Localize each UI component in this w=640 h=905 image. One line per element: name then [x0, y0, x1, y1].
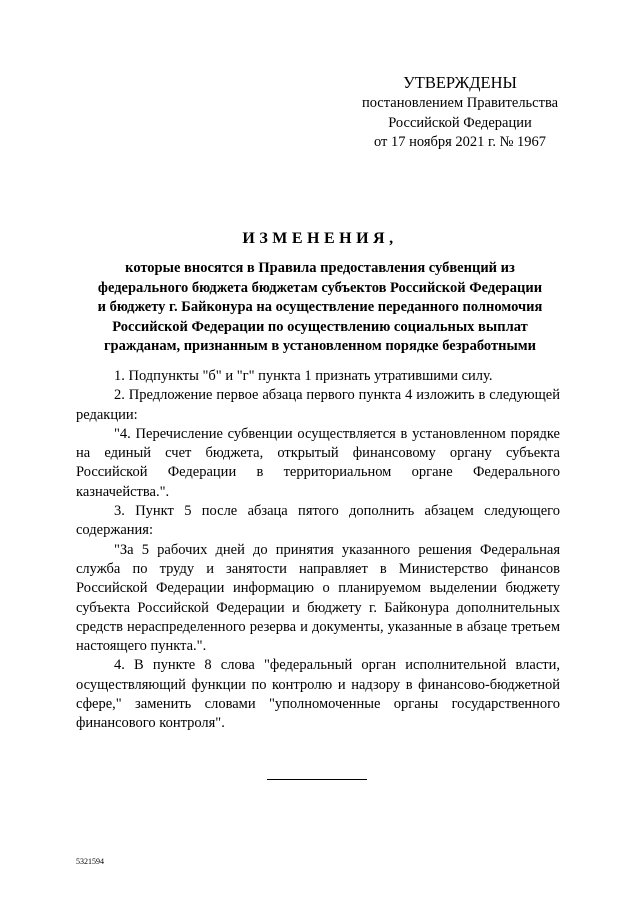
subtitle-line-1: которые вносятся в Правила предоставления субвенций из — [125, 260, 515, 276]
document-subtitle — [60, 259, 580, 357]
paragraph-5: "За 5 рабочих дней до принятия указанного решения Федеральная служба по труду и занятости направляет в Министерство финансов Российской Федерации информацию о планируемом выделении бюджету субъекта Российской Федерации и бюджету г. Байконура дополнительных средств нераспределенного резерва и документы, указанные в абзаце третьем настоящего пункта.". — [76, 541, 560, 655]
subtitle-line-3: и бюджету г. Байконура на осуществление переданного полномочия — [97, 299, 543, 315]
paragraph-6: 4. В пункте 8 слова "федеральный орган исполнительной власти, осуществляющий функции по контролю и надзору в финансово-бюджетной сфере," заменить словами "уполномоченные органы государственного финансового контроля". — [76, 657, 560, 732]
approval-heading: УТВЕРЖДЕНЫ — [403, 73, 517, 92]
document-body — [76, 367, 560, 734]
document-title: ИЗМЕНЕНИЯ, — [242, 230, 398, 247]
approval-line-2: Российской Федерации — [388, 114, 532, 131]
approval-block — [340, 72, 580, 153]
approval-line-1: постановлением Правительства — [361, 95, 559, 111]
document-code: 5321594 — [76, 857, 104, 866]
paragraph-4: 3. Пункт 5 после абзаца пятого дополнить абзацем следующего содержания: — [76, 503, 560, 539]
paragraph-3: "4. Перечисление субвенции осуществляется в установленном порядке на единый счет бюджета, открытый финансовому органу субъекта Российской Федерации в территориальном органе Федерального казначейства.". — [76, 425, 560, 500]
subtitle-line-5: гражданам, признанным в установленном порядке безработными — [103, 338, 537, 354]
approval-line-3: от 17 ноября 2021 г. № 1967 — [373, 134, 547, 150]
paragraph-2: 2. Предложение первое абзаца первого пункта 4 изложить в следующей редакции: — [76, 387, 560, 423]
closing-divider — [267, 779, 367, 780]
subtitle-line-2: федерального бюджета бюджетам субъектов Российской Федерации — [97, 279, 543, 296]
paragraph-1: 1. Подпункты "б" и "г" пункта 1 признать утратившими силу. — [114, 368, 493, 384]
subtitle-line-4: Российской Федерации по осуществлению социальных выплат — [112, 318, 528, 335]
